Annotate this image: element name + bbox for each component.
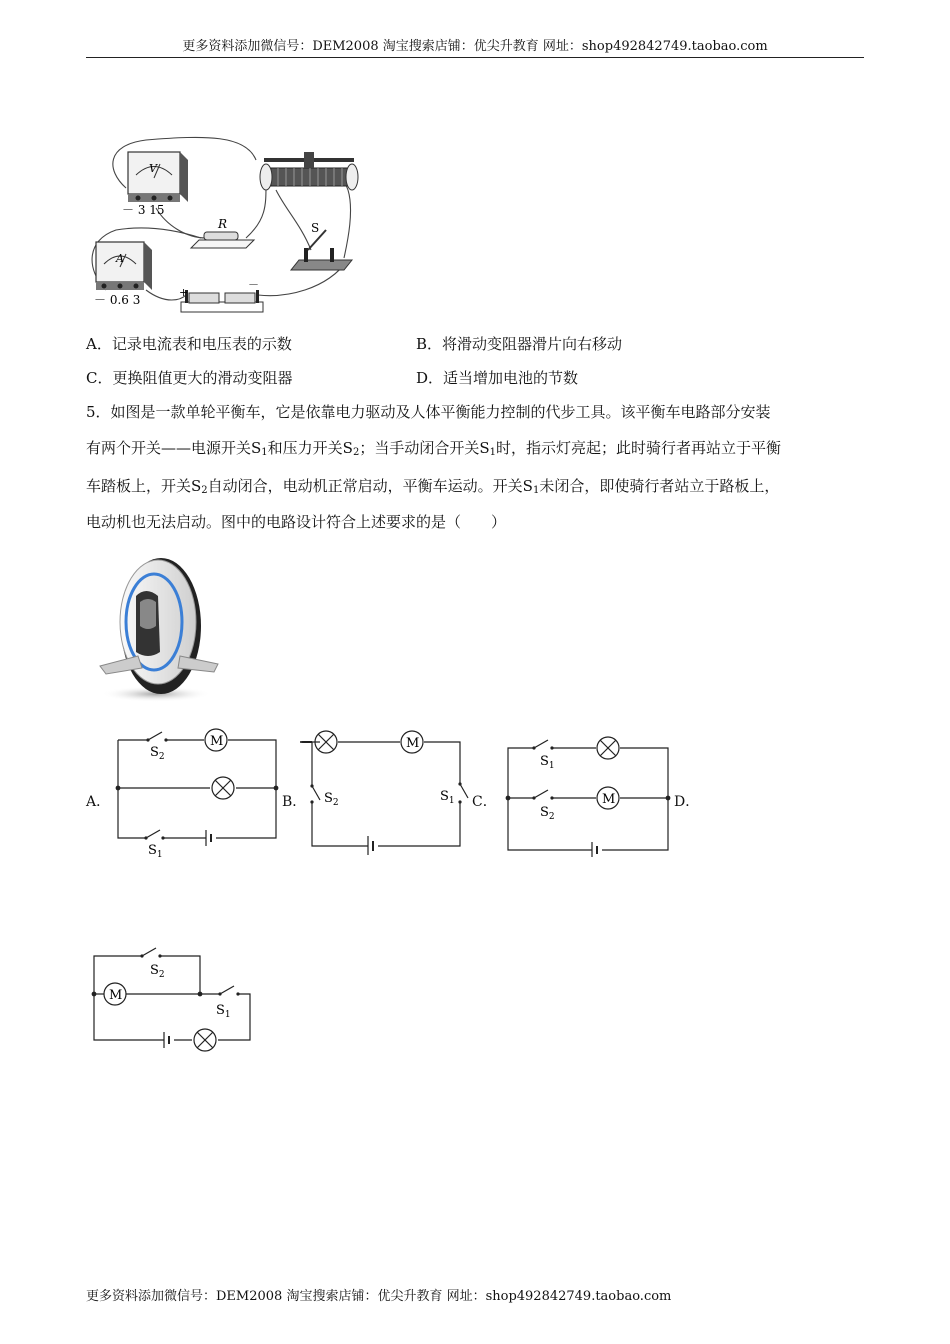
circuit-d-motor: M bbox=[109, 988, 123, 1003]
switch-label: S bbox=[311, 221, 320, 235]
circuit-d-s2: $S_2$ bbox=[150, 963, 165, 980]
battery-holder bbox=[179, 278, 263, 312]
ammeter-letter: A bbox=[116, 252, 124, 265]
rheostat bbox=[260, 152, 358, 190]
page-footer: 更多资料添加微信号：DEM2008 淘宝搜索店铺：优尖升教育 网址：shop492842749.taobao.com bbox=[86, 1289, 672, 1304]
voltmeter-scale: － 3 15 bbox=[122, 203, 165, 217]
circuit-label-a: A． bbox=[86, 794, 111, 810]
circuit-c-s2: $S_2$ bbox=[540, 805, 555, 822]
circuit-label-d: D． bbox=[674, 794, 700, 810]
battery-minus: － bbox=[248, 278, 259, 291]
q5-line-2: 有两个开关——电源开关$S_1$和压力开关$S_2$；当手动闭合开关$S_1$时，指示灯亮起；此时骑行者再站立于平衡 bbox=[86, 439, 781, 458]
circuit-b bbox=[300, 730, 470, 855]
circuit-c bbox=[500, 732, 675, 857]
q4-option-d: D．适当增加电池的节数 bbox=[416, 369, 579, 387]
ammeter bbox=[94, 242, 152, 307]
q4-option-a: A．记录电流表和电压表的示数 bbox=[86, 335, 292, 353]
circuit-c-s1: $S_1$ bbox=[540, 754, 555, 771]
circuit-d-s1: $S_1$ bbox=[216, 1003, 231, 1020]
page-header: 更多资料添加微信号：DEM2008 淘宝搜索店铺：优尖升教育 网址：shop492842749.taobao.com bbox=[182, 39, 768, 54]
resistor-label: R bbox=[218, 217, 228, 231]
q5-line-1: 5．如图是一款单轮平衡车，它是依靠电力驱动及人体平衡能力控制的代步工具。该平衡车电路部分安装 bbox=[86, 403, 771, 421]
circuit-a-motor: M bbox=[210, 734, 224, 749]
voltmeter-letter: V bbox=[149, 162, 157, 175]
q4-option-c: C．更换阻值更大的滑动变阻器 bbox=[86, 369, 293, 387]
circuit-a-s2: $S_2$ bbox=[150, 745, 165, 762]
circuit-c-motor: M bbox=[602, 792, 616, 807]
circuit-b-motor: M bbox=[406, 736, 420, 751]
q4-apparatus-figure bbox=[86, 130, 366, 320]
circuit-d bbox=[86, 944, 261, 1054]
q4-option-b: B．将滑动变阻器滑片向右移动 bbox=[416, 335, 623, 353]
circuit-label-c: C． bbox=[472, 794, 497, 810]
circuit-b-s2: $S_2$ bbox=[324, 791, 339, 808]
circuit-a-s1: $S_1$ bbox=[148, 843, 163, 860]
circuit-b-s1: $S_1$ bbox=[440, 789, 455, 806]
q5-line-4: 电动机也无法启动。图中的电路设计符合上述要求的是（ ） bbox=[86, 513, 507, 531]
unicycle-image bbox=[96, 556, 226, 706]
ammeter-scale: － 0.6 3 bbox=[94, 293, 141, 307]
header-divider bbox=[86, 57, 864, 58]
circuit-label-b: B． bbox=[282, 794, 307, 810]
circuit-a bbox=[110, 728, 285, 863]
battery-plus: + bbox=[179, 286, 189, 299]
voltmeter bbox=[122, 152, 188, 217]
q5-line-3: 车踏板上，开关$S_2$自动闭合，电动机正常启动，平衡车运动。开关$S_1$未闭合，即使骑行者站立于路板上， bbox=[86, 477, 780, 496]
resistor bbox=[191, 217, 254, 248]
